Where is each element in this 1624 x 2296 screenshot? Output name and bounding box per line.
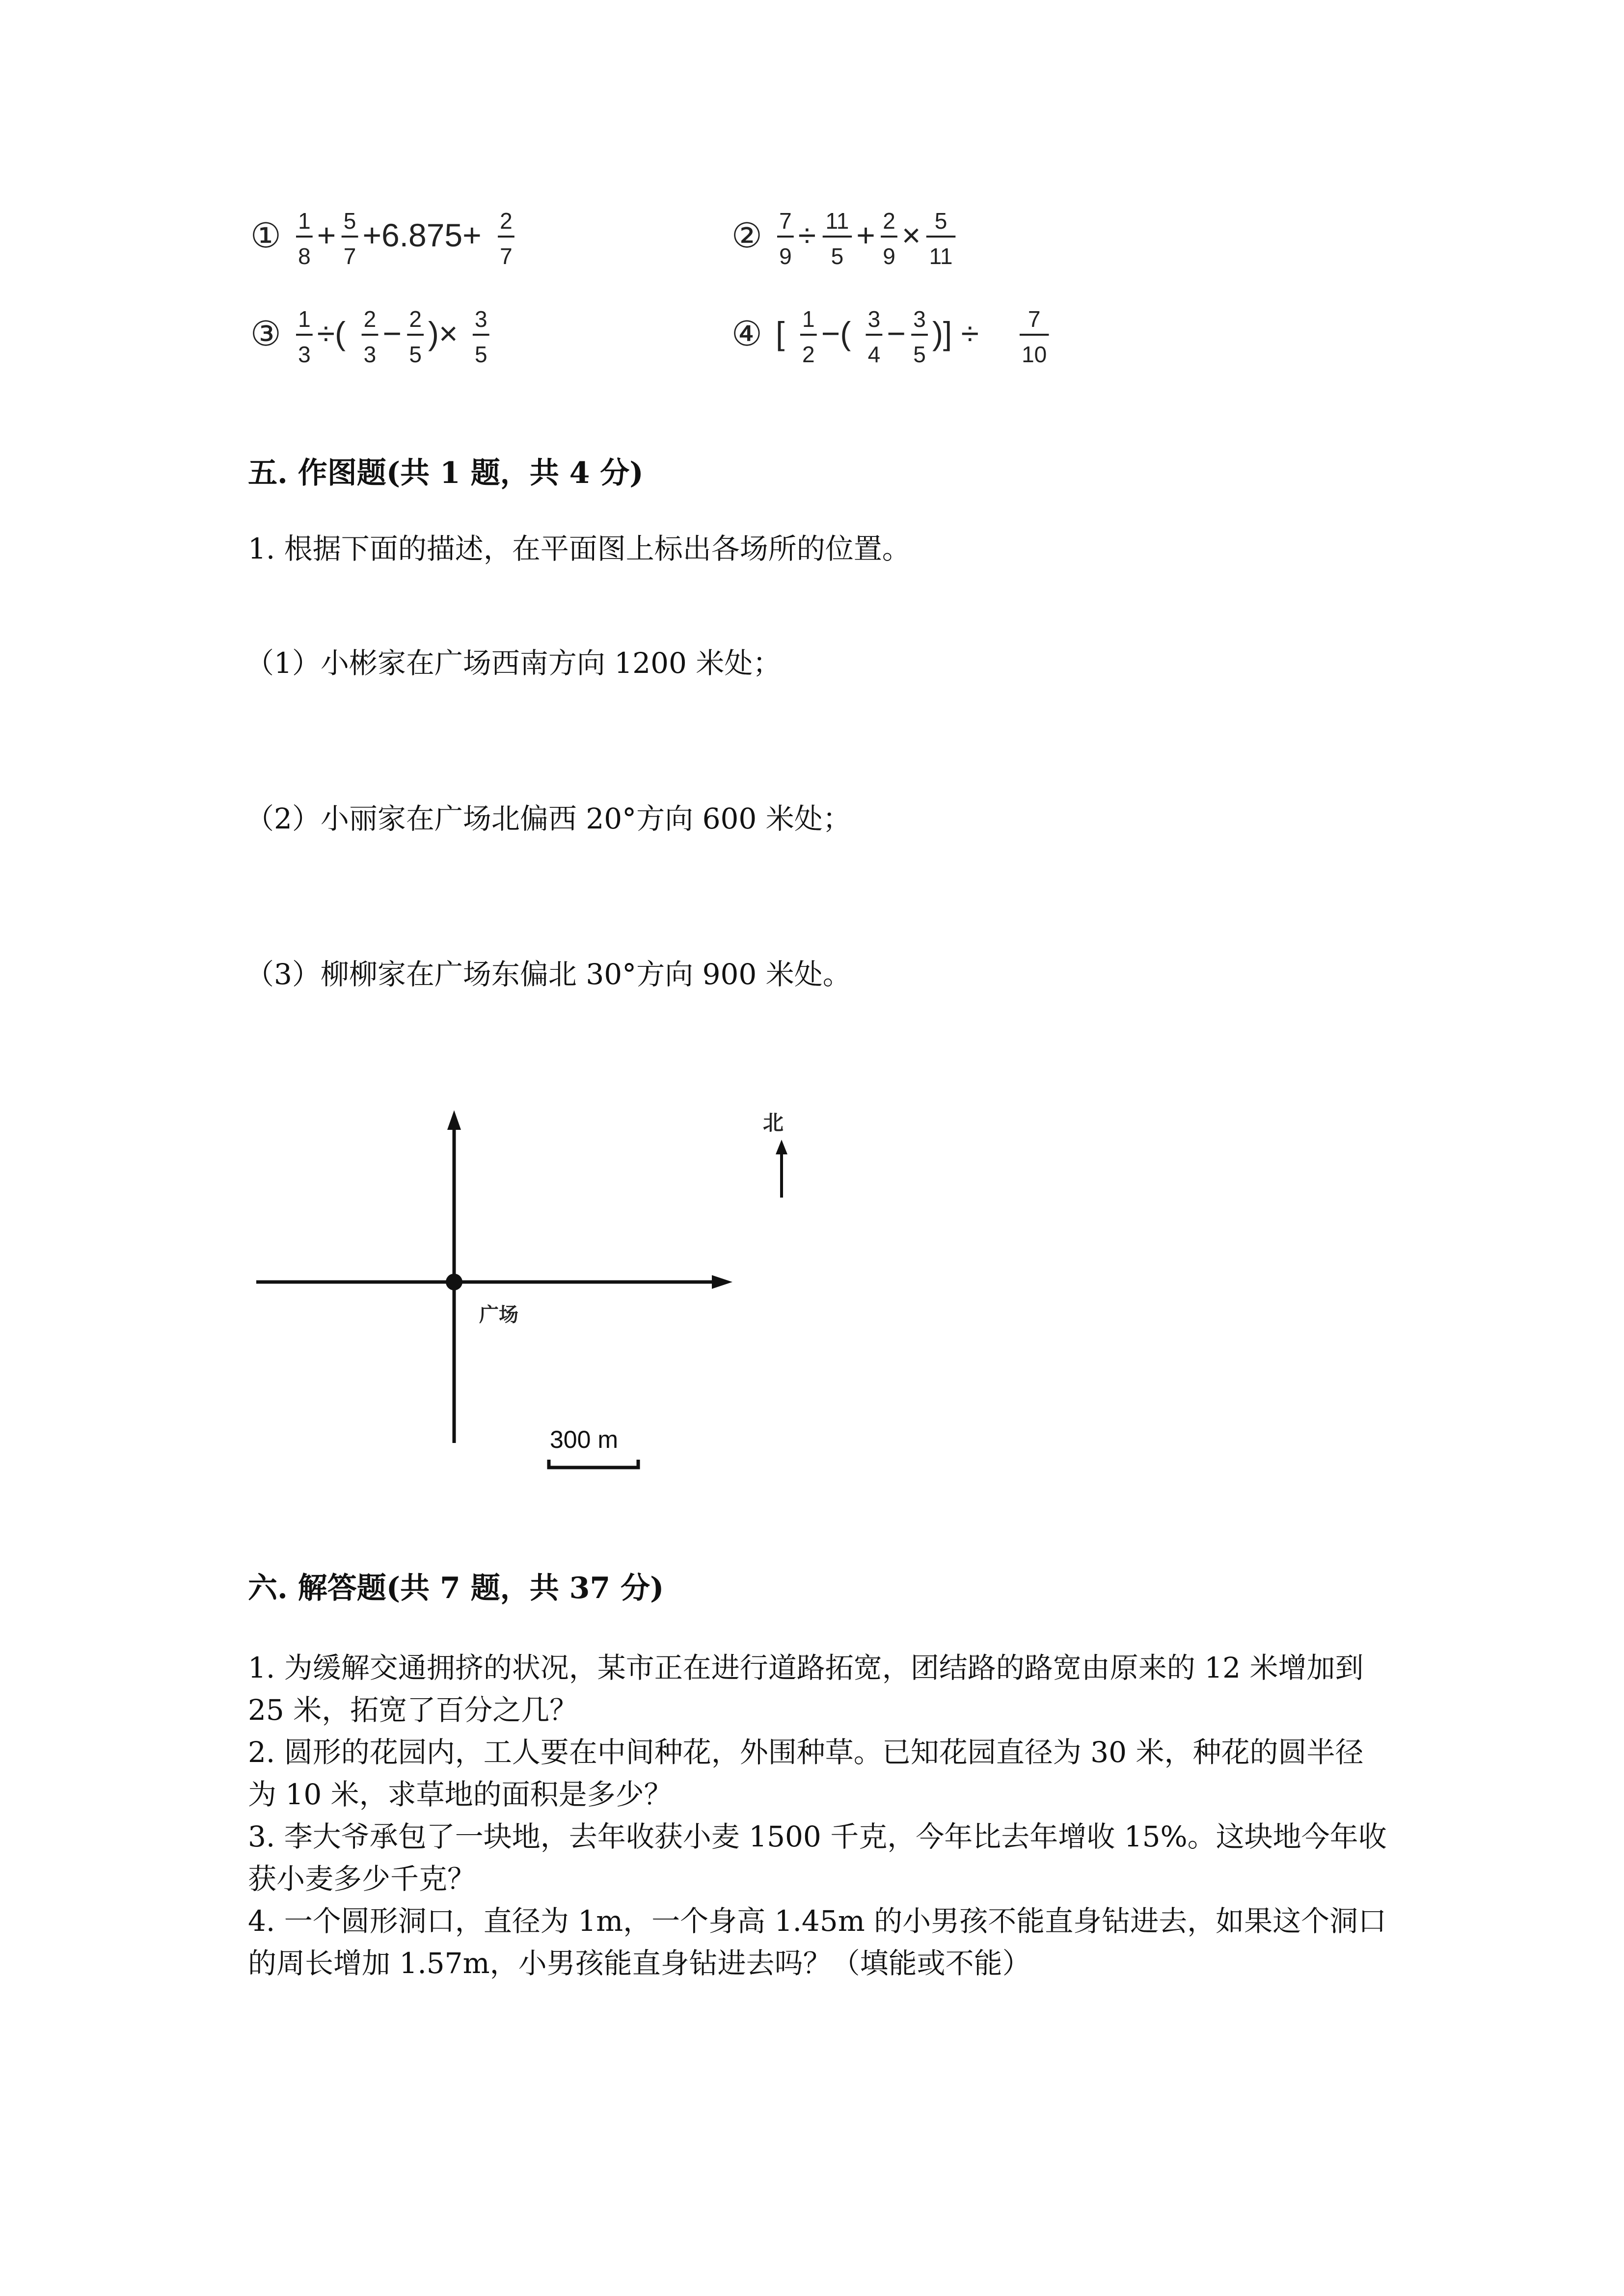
- operator: −: [887, 315, 906, 351]
- scale-label: 300 m: [550, 1426, 618, 1453]
- operator: +: [317, 217, 336, 253]
- fraction-numerator: 7: [1028, 306, 1041, 332]
- fraction-denominator: 10: [1022, 342, 1047, 367]
- section6-question-1: 1. 为缓解交通拥挤的状况，某市正在进行道路拓宽，团结路的路宽由原来的 12 米增加到 25 米，拓宽了百分之几？: [248, 1651, 1364, 1727]
- fraction-numerator: 2: [883, 208, 895, 234]
- calc-expression-1: [250, 208, 514, 269]
- operator: ÷: [798, 217, 816, 253]
- fraction-denominator: 7: [343, 243, 356, 269]
- scale-bar: [549, 1460, 638, 1468]
- operator: +: [856, 217, 875, 253]
- section5-sub-1: （1）小彬家在广场西南方向 1200 米处；: [245, 646, 782, 680]
- operator: −(: [821, 315, 851, 351]
- calc-marker: ②: [731, 216, 762, 255]
- plaza-label: 广场: [479, 1304, 518, 1326]
- operator: )] ÷: [932, 315, 979, 351]
- fraction-numerator: 5: [934, 208, 947, 234]
- fraction-denominator: 3: [298, 342, 311, 367]
- operator: −: [382, 315, 402, 351]
- fraction-denominator: 5: [409, 342, 422, 367]
- fraction-numerator: 5: [343, 208, 356, 234]
- section6-question-3: 3. 李大爷承包了一块地，去年收获小麦 1500 千克，今年比去年增收 15%。这块地今年收获小麦多少千克？: [248, 1820, 1387, 1896]
- fraction-numerator: 2: [500, 208, 513, 234]
- fraction-denominator: 8: [298, 243, 311, 269]
- plan-diagram: [245, 1099, 835, 1492]
- operator: ×: [901, 217, 921, 253]
- fraction-numerator: 2: [363, 306, 377, 332]
- fraction-denominator: 3: [363, 342, 377, 367]
- fraction-numerator: 3: [474, 306, 487, 332]
- fraction-denominator: 11: [929, 243, 953, 269]
- fraction-numerator: 3: [913, 306, 926, 332]
- operator: +6.875+: [362, 217, 482, 253]
- north-label: 北: [762, 1111, 784, 1134]
- calc-expressions: [236, 187, 1168, 373]
- fraction-denominator: 7: [500, 243, 513, 269]
- fraction-denominator: 9: [883, 243, 895, 269]
- section5-heading: 五. 作图题(共 1 题，共 4 分): [248, 456, 644, 490]
- fraction-numerator: 1: [298, 208, 311, 234]
- fraction-denominator: 5: [831, 243, 844, 269]
- plaza-point: [446, 1274, 462, 1290]
- calc-expression-4: [731, 306, 1049, 367]
- operator: )×: [428, 315, 458, 351]
- north-indicator-arrowhead: [776, 1140, 787, 1154]
- section6-question-2: 2. 圆形的花园内，工人要在中间种花，外围种草。已知花园直径为 30 米，种花的圆半径为 10 米，求草地的面积是多少？: [248, 1735, 1364, 1811]
- calc-marker: ③: [250, 315, 281, 353]
- section6-question-4: 4. 一个圆形洞口，直径为 1m，一个身高 1.45m 的小男孩不能直身钻进去，如果这个洞口的周长增加 1.57m，小男孩能直身钻进去吗？（填能或不能）: [248, 1904, 1387, 1980]
- fraction-numerator: 1: [298, 306, 311, 332]
- calc-expression-2: [731, 208, 955, 269]
- section6-heading: 六. 解答题(共 7 题，共 37 分): [248, 1571, 664, 1605]
- fraction-numerator: 3: [867, 306, 881, 332]
- fraction-denominator: 4: [867, 342, 881, 367]
- calc-marker: ①: [250, 216, 281, 255]
- fraction-numerator: 11: [825, 208, 849, 234]
- section5-question-1: 1. 根据下面的描述，在平面图上标出各场所的位置。: [248, 532, 911, 565]
- fraction-numerator: 7: [779, 208, 792, 234]
- fraction-numerator: 1: [802, 306, 815, 332]
- calc-expression-3: [250, 306, 489, 367]
- operator: ÷(: [317, 315, 346, 351]
- fraction-denominator: 2: [802, 342, 815, 367]
- fraction-denominator: 5: [913, 342, 926, 367]
- east-arrowhead: [712, 1275, 732, 1289]
- north-arrowhead: [447, 1110, 461, 1130]
- fraction-denominator: 5: [474, 342, 487, 367]
- operator: [: [776, 315, 785, 351]
- section5-sub-2: （2）小丽家在广场北偏西 20°方向 600 米处；: [245, 802, 851, 835]
- section5-sub-3: （3）柳柳家在广场东偏北 30°方向 900 米处。: [245, 958, 851, 991]
- calc-marker: ④: [731, 315, 762, 353]
- fraction-denominator: 9: [779, 243, 792, 269]
- fraction-numerator: 2: [409, 306, 422, 332]
